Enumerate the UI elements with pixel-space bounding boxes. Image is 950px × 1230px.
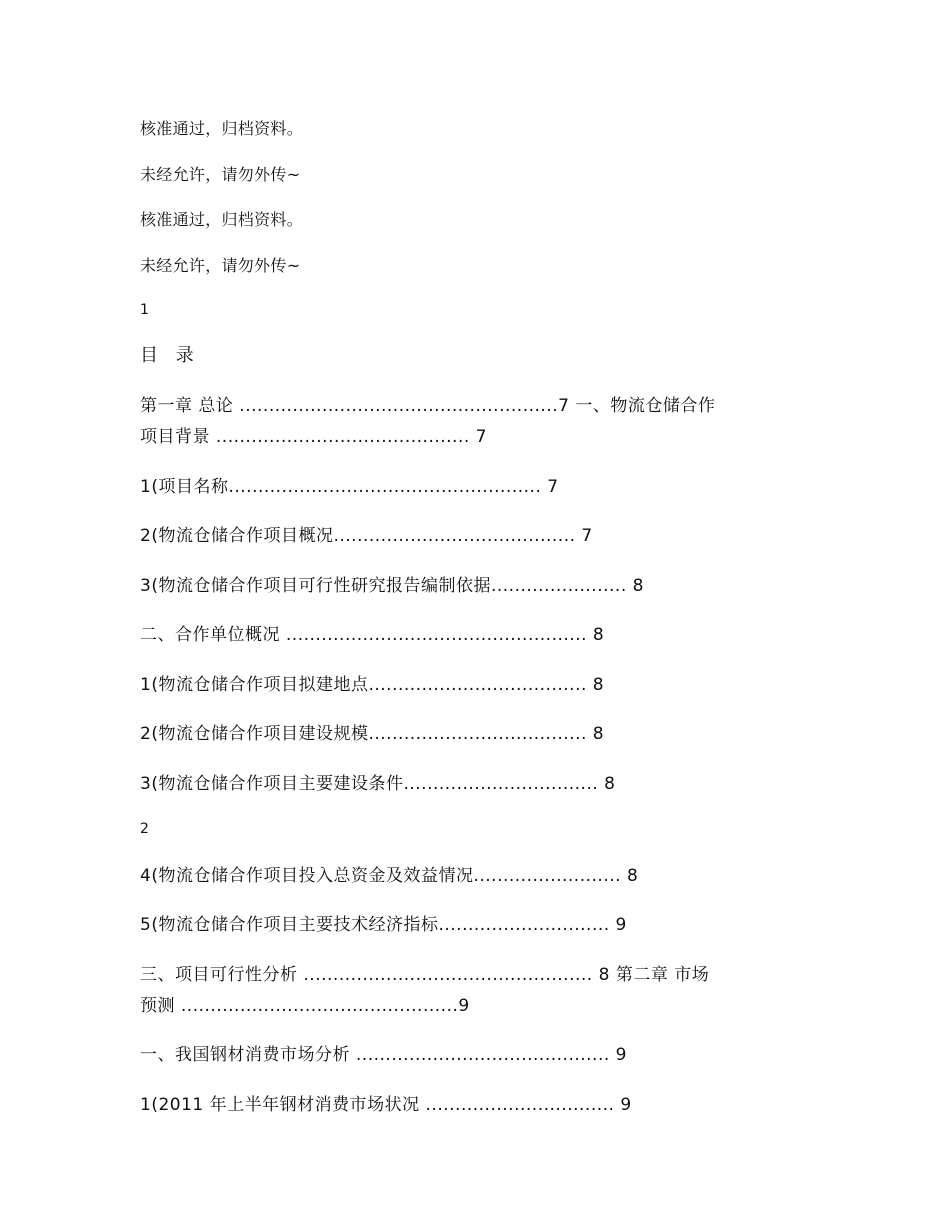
notice-confidential: 未经允许，请勿外传~	[140, 165, 301, 184]
toc-entry[interactable]: 3(物流仓储合作项目主要建设条件................................. 8	[140, 774, 616, 794]
toc-entry[interactable]: 一、我国钢材消费市场分析 ........................................... 9	[140, 1045, 627, 1065]
toc-entry[interactable]: 三、项目可行性分析 ................................................. 8 第二章 市场	[140, 965, 710, 985]
toc-entry[interactable]: 二、合作单位概况 ................................................... 8	[140, 625, 605, 645]
toc-entry[interactable]: 1(物流仓储合作项目拟建地点..................................... 8	[140, 675, 605, 695]
page-number: 2	[140, 821, 150, 837]
notice-approved: 核准通过，归档资料。	[140, 119, 304, 138]
toc-title: 目 录	[140, 345, 200, 366]
toc-entry[interactable]: 预测 ...............................................9	[140, 996, 470, 1016]
page-number: 1	[140, 302, 150, 318]
toc-entry[interactable]: 1(项目名称..................................................... 7	[140, 477, 559, 497]
toc-entry[interactable]: 2(物流仓储合作项目建设规模..................................... 8	[140, 724, 605, 744]
notice-confidential: 未经允许，请勿外传~	[140, 256, 301, 275]
toc-entry[interactable]: 4(物流仓储合作项目投入总资金及效益情况......................... 8	[140, 866, 639, 886]
toc-entry[interactable]: 第一章 总论 ......................................................7 一、物流仓储合作	[140, 396, 716, 416]
toc-entry[interactable]: 项目背景 ........................................... 7	[140, 427, 487, 447]
toc-entry[interactable]: 3(物流仓储合作项目可行性研究报告编制依据....................... 8	[140, 576, 644, 596]
notice-approved: 核准通过，归档资料。	[140, 210, 304, 229]
toc-entry[interactable]: 2(物流仓储合作项目概况......................................... 7	[140, 526, 593, 546]
toc-entry[interactable]: 5(物流仓储合作项目主要技术经济指标............................. 9	[140, 915, 627, 935]
toc-entry[interactable]: 1(2011 年上半年钢材消费市场状况 ................................ 9	[140, 1095, 632, 1115]
